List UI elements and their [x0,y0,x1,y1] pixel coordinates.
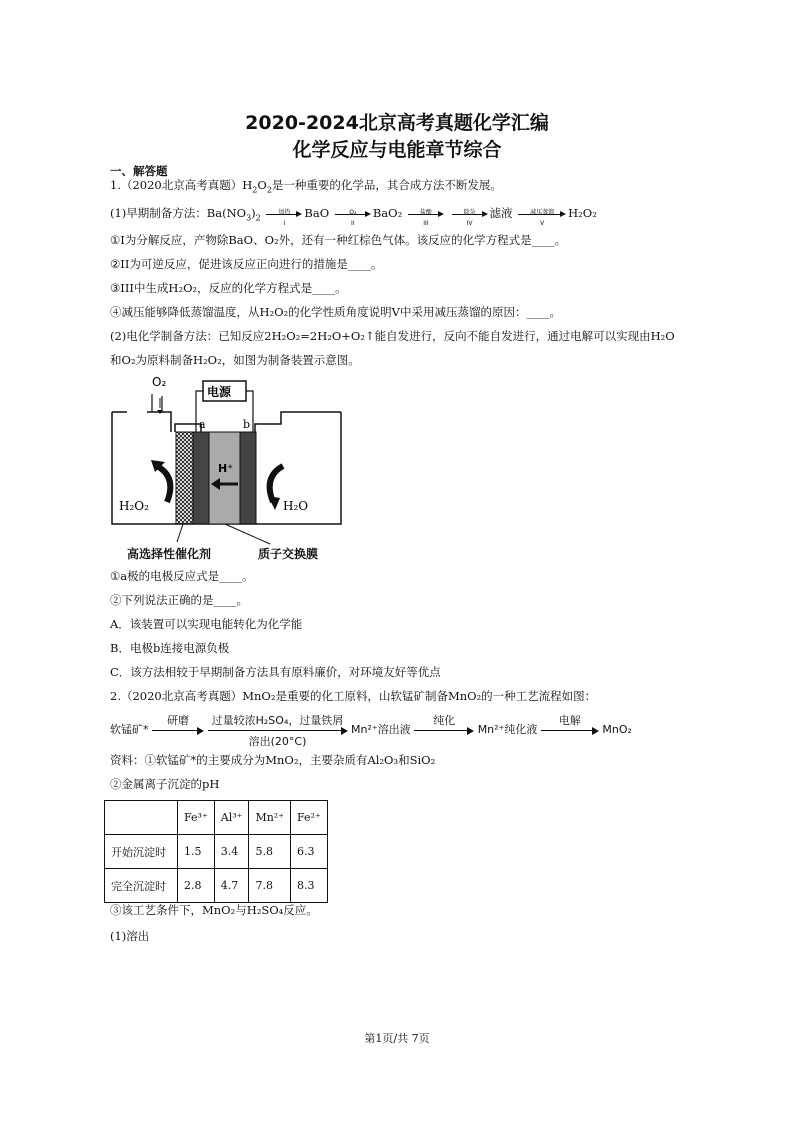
flow-arrow: 研磨 [152,724,204,736]
q1-line-7: ①a极的电极反应式是____。 [110,569,254,583]
membrane-label: 质子交换膜 [258,547,319,561]
q1-line-3: ③III中生成H₂O₂，反应的化学方程式是____。 [110,281,347,295]
table-row [105,869,328,903]
electrode-b-label: b [243,418,251,431]
option-c: C．该方法相较于早期制备方法具有原料廉价，对环境友好等优点 [110,665,441,679]
table-cell: 5.8 [249,835,291,869]
table-cell: 8.3 [291,869,328,903]
q1-line-2: ②II为可逆反应，促进该反应正向进行的措施是____。 [110,257,383,271]
reaction-arrow: 除杂 IV [452,208,488,220]
table-cell: 4.7 [214,869,249,903]
reaction-arrow: O₂ II [335,208,371,220]
electrolysis-diagram [105,372,355,567]
power-label: 电源 [207,385,232,399]
flow-arrow: 纯化 [414,724,474,736]
table-cell [105,801,178,835]
table-cell: Al³⁺ [214,801,249,835]
q2-part-1: (1)溶出 [110,929,150,943]
table-cell: 6.3 [291,835,328,869]
q1-line-6: 和O₂为原料制备H₂O₂，如图为制备装置示意图。 [110,353,360,367]
table-cell: 1.5 [178,835,215,869]
table-cell: Mn²⁺ [249,801,291,835]
section-heading: 一、解答题 [110,164,168,178]
table-cell: 3.4 [214,835,249,869]
q1-early-method: (1)早期制备方法：$Ba(NO_3)_2$ 加热 I BaO O₂ II BaO₂ 盐酸 III 除杂 IV 滤液 减压蒸馏 V H₂O₂ [110,206,597,227]
ph-table [104,800,328,903]
q1-line-1: ①I为分解反应，产物除BaO、O₂外，还有一种红棕色气体。该反应的化学方程式是____。 [110,233,567,247]
q1-intro: 1.（2020北京高考真题）$H_2O_2$是一种重要的化学品，其合成方法不断发展。 [110,178,502,195]
q2-info-2: ②金属离子沉淀的pH [110,777,220,791]
q1-line-4: ④减压能够降低蒸馏温度，从H₂O₂的化学性质角度说明V中采用减压蒸馏的原因：____。 [110,305,561,319]
reaction-arrow: 盐酸 III [408,208,444,220]
q1-line-5: (2)电化学制备方法：已知反应2H₂O₂=2H₂O+O₂↑能自发进行，反向不能自发进行，通过电解可以实现由H₂O [110,329,675,343]
h2o2-label: H₂O₂ [119,499,149,513]
option-b: B．电极b连接电源负极 [110,641,230,655]
flow-arrow: 过量较浓H₂SO₄，过量铁屑 溶出(20°C) [208,724,348,736]
flow-arrow: 电解 [541,724,599,736]
o2-label: O₂ [152,375,167,389]
table-cell: 完全沉淀时 [105,869,178,903]
h2o-label: H₂O [283,499,309,513]
table-row [105,801,328,835]
page-subtitle: 化学反应与电能章节综合 [292,139,502,161]
table-cell: Fe³⁺ [178,801,215,835]
reaction-arrow: 加热 I [266,208,302,220]
table-cell: 7.8 [249,869,291,903]
table-cell: 开始沉淀时 [105,835,178,869]
catalyst-label: 高选择性催化剂 [127,547,212,561]
q2-info-3: ③该工艺条件下，MnO₂与H₂SO₄反应。 [110,903,318,917]
page-title: 2020-2024北京高考真题化学汇编 [245,112,549,134]
q2-intro: 2.（2020北京高考真题）MnO₂是重要的化工原料，山软锰矿制备MnO₂的一种工艺流程如图： [110,689,597,703]
table-row [105,835,328,869]
q2-info-1: 资料：①软锰矿*的主要成分为MnO₂，主要杂质有Al₂O₃和SiO₂ [110,753,436,767]
option-a: A．该装置可以实现电能转化为化学能 [110,617,303,631]
reaction-arrow: 减压蒸馏 V [518,208,566,220]
table-cell: Fe²⁺ [291,801,328,835]
proton-label: H⁺ [218,462,234,475]
table-cell: 2.8 [178,869,215,903]
q1-line-8: ②下列说法正确的是____。 [110,593,248,607]
page-footer: 第1页/共 7页 [364,1032,430,1045]
electrode-a-label: a [199,418,206,431]
process-flow: 软锰矿* 研磨 过量较浓H₂SO₄，过量铁屑 溶出(20°C) Mn²⁺溶出液 纯化 Mn²⁺纯化液 电解 MnO₂ [110,714,632,748]
